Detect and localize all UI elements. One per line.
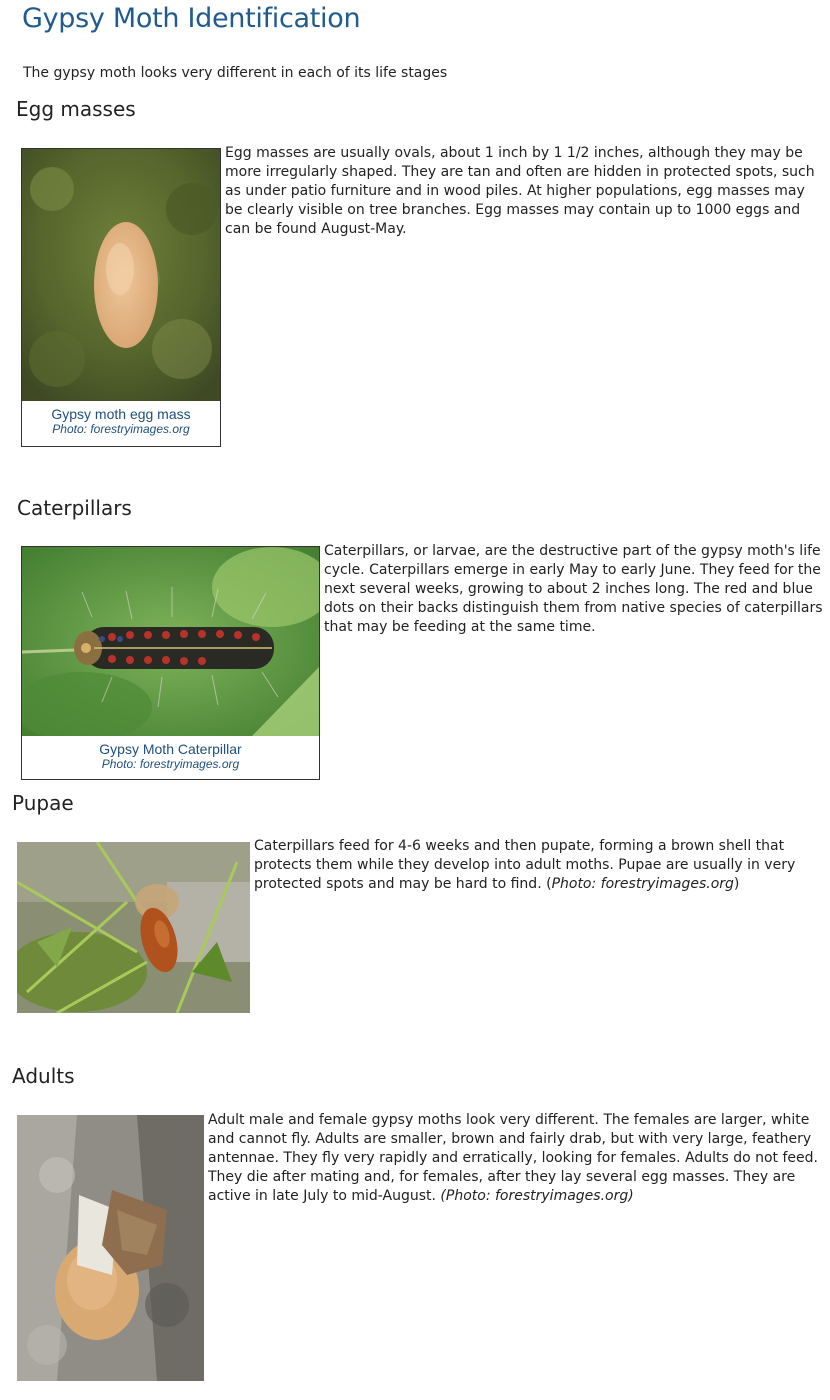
adults-description bbox=[208, 1111, 825, 1206]
adult-moths-photo bbox=[17, 1115, 204, 1381]
intro-text: The gypsy moth looks very different in each of its life stages bbox=[23, 65, 448, 81]
egg-mass-caption bbox=[22, 401, 220, 436]
caterpillars-description: Caterpillars, or larvae, are the destructive part of the gypsy moth's life cycle. Caterpillars emerge in early May to early June. They feed for the next several weeks, growing to about 2 inches long. The red and blue dots on their backs distinguish them from native species of caterpillars that may be feeding at the same time. bbox=[324, 543, 823, 635]
egg-masses-heading: Egg masses bbox=[16, 97, 136, 121]
pupae-description bbox=[254, 837, 819, 894]
page-title: Gypsy Moth Identification bbox=[22, 3, 361, 34]
pupae-description-end: ) bbox=[733, 876, 740, 892]
pupa-photo bbox=[17, 842, 250, 1013]
egg-mass-figure bbox=[21, 148, 221, 447]
pupae-description-text: Caterpillars feed for 4-6 weeks and then pupate, forming a brown shell that protects them while they develop into adult moths. Pupae are usually in very protected spots and may be hard to find. ( bbox=[254, 838, 796, 892]
caterpillars-heading: Caterpillars bbox=[17, 496, 132, 520]
adults-description-text: Adult male and female gypsy moths look very different. The females are larger, white and cannot fly. Adults are smaller, brown and fairly drab, but with very large, feathery antennae. They fly very rapidly and erratically, looking for females. Adults do not feed. They die after mating and, for females, after they lay several egg masses. They are active in late July to mid-August. bbox=[208, 1112, 818, 1204]
caterpillar-figure bbox=[21, 546, 320, 780]
caterpillar-caption-credit: Photo: forestryimages.org bbox=[101, 757, 240, 771]
caterpillar-caption bbox=[22, 736, 319, 771]
adults-heading: Adults bbox=[12, 1064, 75, 1088]
caterpillar-photo bbox=[22, 547, 319, 736]
egg-masses-description: Egg masses are usually ovals, about 1 inch by 1 1/2 inches, although they may be more irregularly shaped. They are tan and often are hidden in protected spots, such as under patio furniture and in wood piles. At higher populations, egg masses may be clearly visible on tree branches. Egg masses may contain up to 1000 eggs and can be found August-May. bbox=[225, 145, 815, 237]
pupae-heading: Pupae bbox=[12, 791, 74, 815]
pupae-photo-credit: Photo: forestryimages.org bbox=[551, 876, 734, 892]
caterpillar-caption-title: Gypsy Moth Caterpillar bbox=[99, 741, 242, 757]
adults-photo-credit: (Photo: forestryimages.org) bbox=[440, 1188, 634, 1204]
egg-mass-photo bbox=[22, 149, 220, 401]
egg-mass-caption-title: Gypsy moth egg mass bbox=[51, 406, 191, 422]
egg-mass-caption-credit: Photo: forestryimages.org bbox=[52, 422, 190, 436]
